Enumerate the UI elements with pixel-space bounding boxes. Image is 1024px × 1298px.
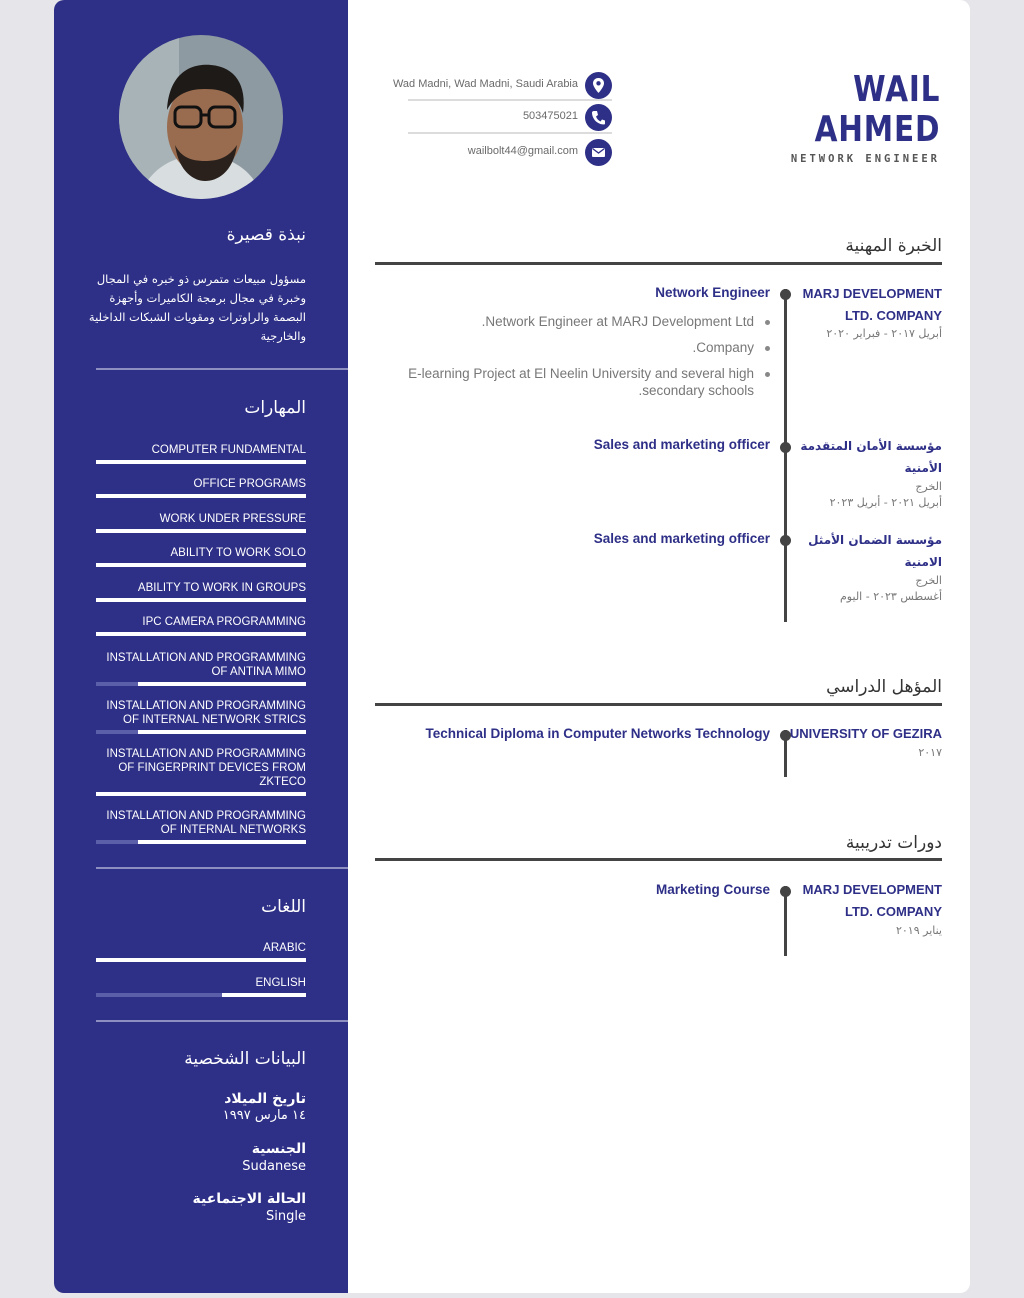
education-title: المؤهل الدراسي bbox=[826, 677, 942, 697]
main-content bbox=[348, 0, 970, 1293]
skill-bar bbox=[96, 792, 306, 796]
skill-bar bbox=[96, 529, 306, 533]
profile-photo bbox=[119, 35, 283, 199]
skill-bar-fill bbox=[96, 529, 306, 533]
timeline-dot bbox=[780, 886, 791, 897]
skill-label: OFFICE PROGRAMS bbox=[193, 478, 306, 490]
address-text: Wad Madni, Wad Madni, Saudi Arabia bbox=[392, 78, 578, 90]
language-label: ARABIC bbox=[263, 942, 306, 954]
bullet-item: .Company bbox=[400, 339, 770, 356]
university-name: UNIVERSITY OF GEZIRA bbox=[789, 726, 942, 741]
skill-bar bbox=[96, 494, 306, 498]
skill-bar-fill bbox=[96, 792, 306, 796]
divider bbox=[96, 368, 348, 370]
company-name: MARJ DEVELOPMENT LTD. COMPANY bbox=[802, 286, 942, 323]
section-rule bbox=[375, 262, 942, 265]
job-title: NETWORK ENGINEER bbox=[790, 153, 940, 165]
skills-title: المهارات bbox=[244, 398, 306, 418]
language-bar-fill bbox=[96, 958, 306, 962]
person-name bbox=[814, 70, 940, 150]
skill-bar bbox=[96, 682, 306, 686]
personal-title: البيانات الشخصية bbox=[184, 1049, 306, 1069]
skill-bar bbox=[96, 598, 306, 602]
timeline-dot bbox=[780, 535, 791, 546]
resume-card bbox=[54, 0, 970, 1293]
nationality-value: Sudanese bbox=[242, 1159, 306, 1174]
skill-bar-fill bbox=[138, 730, 306, 734]
skill-label: ABILITY TO WORK SOLO bbox=[170, 547, 306, 559]
skill-item bbox=[96, 699, 306, 734]
company-name: مؤسسة الضمان الأمثل الامنية bbox=[808, 533, 942, 569]
contact-divider bbox=[408, 99, 612, 101]
skill-item bbox=[96, 477, 306, 498]
language-bar bbox=[96, 993, 306, 997]
degree-title: Technical Diploma in Computer Networks Technology bbox=[425, 726, 770, 741]
graduation-year: ٢٠١٧ bbox=[918, 746, 942, 759]
nationality-label: الجنسية bbox=[251, 1141, 306, 1157]
contact-address bbox=[388, 72, 612, 100]
skill-label: INSTALLATION AND PROGRAMMING OF FINGERPRINT DEVICES FROM ZKTECO bbox=[106, 748, 306, 788]
course-title: Marketing Course bbox=[655, 882, 770, 897]
skill-item bbox=[96, 809, 306, 844]
skill-item bbox=[96, 747, 306, 796]
skill-item bbox=[96, 615, 306, 636]
company-name: مؤسسة الأمان المتقدمة الأمنية bbox=[800, 439, 942, 475]
languages-title: اللغات bbox=[261, 897, 306, 917]
location-icon bbox=[585, 72, 612, 99]
divider bbox=[96, 1020, 348, 1022]
birth-label: تاريخ الميلاد bbox=[224, 1091, 306, 1107]
skill-bar-fill bbox=[138, 682, 306, 686]
email-text: wailbolt44@gmail.com bbox=[467, 145, 578, 157]
marital-value: Single bbox=[266, 1209, 306, 1224]
skill-label: INSTALLATION AND PROGRAMMING OF ANTINA MIMO bbox=[106, 652, 306, 678]
skill-bar bbox=[96, 730, 306, 734]
skill-bar bbox=[96, 460, 306, 464]
contact-phone bbox=[388, 104, 612, 132]
about-title: نبذة قصيرة bbox=[226, 225, 306, 245]
skill-bar-fill bbox=[138, 840, 306, 844]
skill-label: WORK UNDER PRESSURE bbox=[159, 513, 306, 525]
skill-bar bbox=[96, 840, 306, 844]
job-title: Sales and marketing officer bbox=[593, 531, 770, 546]
course-date: يناير ٢٠١٩ bbox=[895, 924, 942, 937]
last-name: AHMED bbox=[814, 109, 940, 150]
skill-label: COMPUTER FUNDAMENTAL bbox=[151, 444, 306, 456]
job-location: الخرج bbox=[915, 480, 942, 493]
sidebar bbox=[54, 0, 348, 1293]
language-item bbox=[96, 941, 306, 962]
skill-label: INSTALLATION AND PROGRAMMING OF INTERNAL NETWORKS bbox=[106, 810, 306, 836]
skill-label: INSTALLATION AND PROGRAMMING OF INTERNAL NETWORK STRICS bbox=[106, 700, 306, 726]
divider bbox=[96, 867, 348, 869]
skill-item bbox=[96, 651, 306, 686]
timeline-dot bbox=[780, 289, 791, 300]
skill-bar bbox=[96, 632, 306, 636]
language-bar-fill bbox=[222, 993, 306, 997]
job-title: Sales and marketing officer bbox=[593, 437, 770, 452]
bullet-item: E-learning Project at El Neelin University and several high .secondary schools bbox=[400, 365, 770, 399]
experience-title: الخبرة المهنية bbox=[845, 236, 942, 256]
job-location: الخرج bbox=[915, 574, 942, 587]
language-label: ENGLISH bbox=[255, 977, 306, 989]
section-rule bbox=[375, 858, 942, 861]
skill-item bbox=[96, 512, 306, 533]
mail-icon bbox=[585, 139, 612, 166]
skill-bar-fill bbox=[96, 460, 306, 464]
skill-label: ABILITY TO WORK IN GROUPS bbox=[137, 582, 306, 594]
skill-item bbox=[96, 546, 306, 567]
skill-bar bbox=[96, 563, 306, 567]
job-dates: أغسطس ٢٠٢٣ - اليوم bbox=[840, 590, 942, 603]
job-title: Network Engineer bbox=[655, 285, 770, 300]
birth-value: ١٤ مارس ١٩٩٧ bbox=[222, 1108, 306, 1123]
skill-bar-fill bbox=[96, 598, 306, 602]
skill-item bbox=[96, 581, 306, 602]
contact-email bbox=[388, 139, 612, 167]
skill-bar-fill bbox=[96, 632, 306, 636]
about-text: مسؤول مبيعات متمرس ذو خبره في المجال وخبرة في مجال برمجة الكاميرات وأجهزة البصمة والراوترات ومقويات الشبكات الداخلية والخارجية bbox=[88, 272, 306, 343]
contact-divider bbox=[408, 132, 612, 134]
first-name: WAIL bbox=[852, 69, 940, 110]
bullet-item: .Network Engineer at MARJ Development Ltd bbox=[400, 313, 770, 330]
courses-title: دورات تدريبية bbox=[845, 833, 942, 853]
job-bullets bbox=[400, 313, 770, 408]
job-dates: أبريل ٢٠٢١ - أبريل ٢٠٢٣ bbox=[829, 496, 942, 509]
language-bar bbox=[96, 958, 306, 962]
section-rule bbox=[375, 703, 942, 706]
marital-label: الحالة الاجتماعية bbox=[192, 1191, 306, 1207]
experience-timeline bbox=[784, 289, 787, 622]
timeline-dot bbox=[780, 442, 791, 453]
language-item bbox=[96, 976, 306, 997]
skill-bar-fill bbox=[96, 563, 306, 567]
skill-bar-fill bbox=[96, 494, 306, 498]
course-provider: MARJ DEVELOPMENT LTD. COMPANY bbox=[802, 882, 942, 919]
phone-icon bbox=[585, 104, 612, 131]
job-dates: أبريل ٢٠١٧ - فبراير ٢٠٢٠ bbox=[826, 327, 942, 340]
phone-text: 503475021 bbox=[522, 110, 578, 122]
skill-label: IPC CAMERA PROGRAMMING bbox=[142, 616, 306, 628]
skill-item bbox=[96, 443, 306, 464]
